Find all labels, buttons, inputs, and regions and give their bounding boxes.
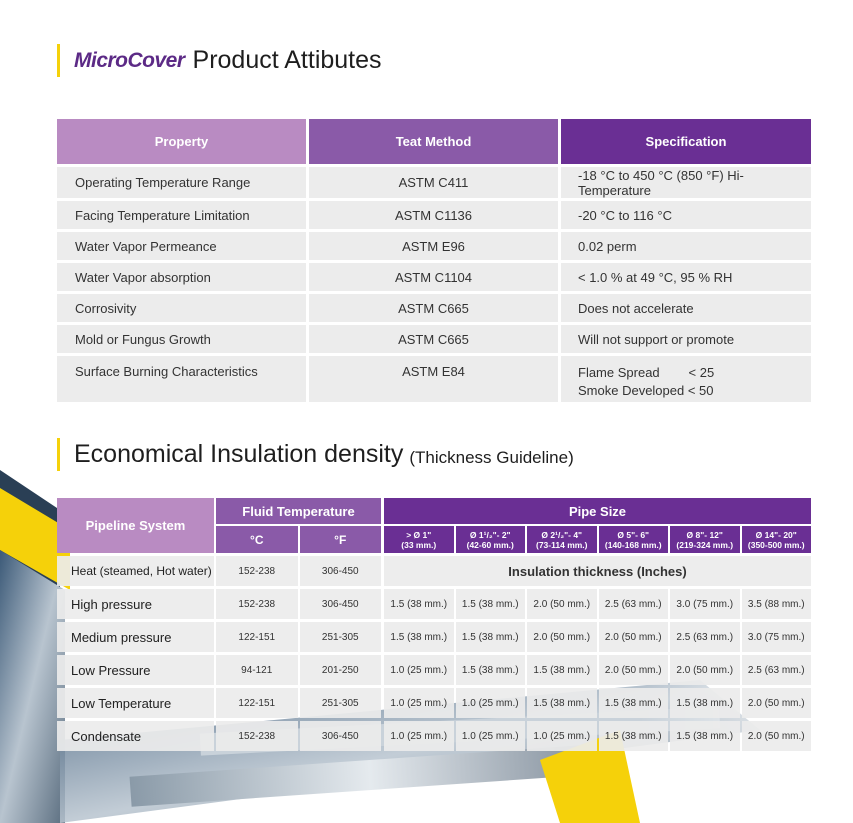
section1-title-row [57,44,382,77]
header-specification: Specification [561,119,811,164]
pipe-size-header [670,526,740,553]
method-cell: ASTM C665 [309,294,558,322]
pipe-size-label: Ø 2¹/₂"- 4" [541,529,583,540]
product-attributes-table [57,119,811,405]
thickness-cell: 1.0 (25 mm.) [456,721,526,751]
thickness-cell: 3.5 (88 mm.) [742,589,812,619]
pipe-size-mm: (42-60 mm.) [466,539,514,550]
section2-title-row [57,438,574,471]
thickness-cell: 2.0 (50 mm.) [670,655,740,685]
thickness-cell: 2.5 (63 mm.) [742,655,812,685]
pipe-size-label: Ø 1¹/₂"- 2" [469,529,511,540]
thickness-cell: 1.5 (38 mm.) [599,721,669,751]
pipe-size-header [527,526,597,553]
spec-cell: < 1.0 % at 49 °C, 95 % RH [561,263,811,291]
table-row [57,356,811,402]
pipe-size-label: > Ø 1" [406,529,432,540]
thickness-cell: 1.5 (38 mm.) [527,655,597,685]
table-row [57,688,811,718]
table-row [57,294,811,322]
thickness-cell: 1.5 (38 mm.) [670,688,740,718]
pipe-size-mm: (33 mm.) [401,539,437,550]
insulation-density-table [57,498,811,751]
section2-subtitle: (Thickness Guideline) [409,447,574,467]
section2-title: Economical Insulation density [74,440,404,468]
pipe-size-label: Ø 14"- 20" [755,529,797,540]
table-row [57,589,811,619]
temp-f-cell: 251-305 [300,622,382,652]
property-cell: Corrosivity [57,294,306,322]
table-row [57,721,811,751]
temp-f-cell: 306-450 [300,556,382,586]
method-cell: ASTM E96 [309,232,558,260]
temp-c-cell: 152-238 [216,556,298,586]
spec-cell: -18 °C to 450 °C (850 °F) Hi-Temperature [561,167,811,198]
thickness-cell: 1.5 (38 mm.) [384,589,454,619]
pipe-size-mm: (73-114 mm.) [536,539,588,550]
method-cell: ASTM C411 [309,167,558,198]
thickness-cell: 1.5 (38 mm.) [456,622,526,652]
temp-c-cell: 122-151 [216,688,298,718]
table-row [57,263,811,291]
temp-c-cell: 94-121 [216,655,298,685]
method-cell: ASTM C1136 [309,201,558,229]
thickness-cell: 3.0 (75 mm.) [670,589,740,619]
pipe-size-header [456,526,526,553]
title-accent-bar [57,44,60,77]
pipe-size-label: Ø 8"- 12" [686,529,723,540]
temp-c-cell: 152-238 [216,589,298,619]
pipe-size-header [384,526,454,553]
property-cell: Operating Temperature Range [57,167,306,198]
thickness-cell: 2.0 (50 mm.) [599,655,669,685]
spec-cell [561,356,811,402]
method-cell: ASTM C1104 [309,263,558,291]
property-cell: Water Vapor absorption [57,263,306,291]
pipeline-system-cell: Low Temperature [57,688,214,718]
table-row [57,556,811,586]
table-header-row [57,119,811,164]
spec-cell: Does not accelerate [561,294,811,322]
pipeline-system-cell: Condensate [57,721,214,751]
pipe-size-mm: (140-168 mm.) [604,539,662,550]
spec-cell: Will not support or promote [561,325,811,353]
temp-f-cell: 251-305 [300,688,382,718]
thickness-cell: 1.0 (25 mm.) [384,655,454,685]
section1-title: Product Attibutes [192,46,382,74]
thickness-cell: 1.0 (25 mm.) [456,688,526,718]
header-pipeline-system: Pipeline System [57,498,214,553]
table-row [57,232,811,260]
pipeline-system-cell: Medium pressure [57,622,214,652]
header-fluid-temperature: Fluid Temperature [216,498,381,524]
spec-line: Smoke Developed < 50 [578,383,714,398]
table-row [57,201,811,229]
thickness-cell: 2.0 (50 mm.) [742,721,812,751]
thickness-cell: 1.5 (38 mm.) [456,655,526,685]
property-cell: Surface Burning Characteristics [57,356,306,402]
thickness-cell: 2.0 (50 mm.) [742,688,812,718]
temp-c-cell: 152-238 [216,721,298,751]
pipe-size-mm: (350-500 mm.) [747,539,805,550]
thickness-cell: 1.5 (38 mm.) [384,622,454,652]
temp-f-cell: 306-450 [300,589,382,619]
thickness-cell: 1.0 (25 mm.) [384,721,454,751]
thickness-cell: 3.0 (75 mm.) [742,622,812,652]
thickness-cell: 1.0 (25 mm.) [384,688,454,718]
temp-f-cell: 201-250 [300,655,382,685]
thickness-cell: 2.5 (63 mm.) [670,622,740,652]
thickness-cell: 2.5 (63 mm.) [599,589,669,619]
property-cell: Facing Temperature Limitation [57,201,306,229]
header-unit-fahrenheit: °F [300,526,382,553]
thickness-cell: 1.5 (38 mm.) [670,721,740,751]
table-header [57,498,811,553]
thickness-cell: 1.0 (25 mm.) [527,721,597,751]
pipe-size-header [599,526,669,553]
insulation-thickness-label: Insulation thickness (Inches) [384,556,811,586]
method-cell: ASTM C665 [309,325,558,353]
spec-line: Flame Spread < 25 [578,365,715,380]
thickness-cell: 2.0 (50 mm.) [527,589,597,619]
pipe-size-label: Ø 5"- 6" [617,529,650,540]
thickness-cell: 1.5 (38 mm.) [599,688,669,718]
pipeline-system-cell: Low Pressure [57,655,214,685]
thickness-cell: 1.5 (38 mm.) [456,589,526,619]
thickness-cell: 2.0 (50 mm.) [527,622,597,652]
header-unit-celsius: °C [216,526,298,553]
brand-logo: MicroCover [74,48,185,72]
pipe-size-mm: (219-324 mm.) [676,539,734,550]
header-test-method: Teat Method [309,119,558,164]
pipeline-system-cell: High pressure [57,589,214,619]
thickness-cell: 2.0 (50 mm.) [599,622,669,652]
header-fluid-temperature-group [216,498,381,553]
property-cell: Water Vapor Permeance [57,232,306,260]
title-accent-bar [57,438,60,471]
spec-cell: -20 °C to 116 °C [561,201,811,229]
header-pipe-size: Pipe Size [384,498,811,524]
header-property: Property [57,119,306,164]
temp-f-cell: 306-450 [300,721,382,751]
table-row [57,622,811,652]
spec-cell: 0.02 perm [561,232,811,260]
table-row [57,325,811,353]
header-pipe-size-group [384,498,811,553]
temp-c-cell: 122-151 [216,622,298,652]
table-row [57,167,811,198]
pipeline-system-cell: Heat (steamed, Hot water) [57,556,214,586]
table-row [57,655,811,685]
method-cell: ASTM E84 [309,356,558,402]
property-cell: Mold or Fungus Growth [57,325,306,353]
pipe-size-header [742,526,812,553]
thickness-cell: 1.5 (38 mm.) [527,688,597,718]
